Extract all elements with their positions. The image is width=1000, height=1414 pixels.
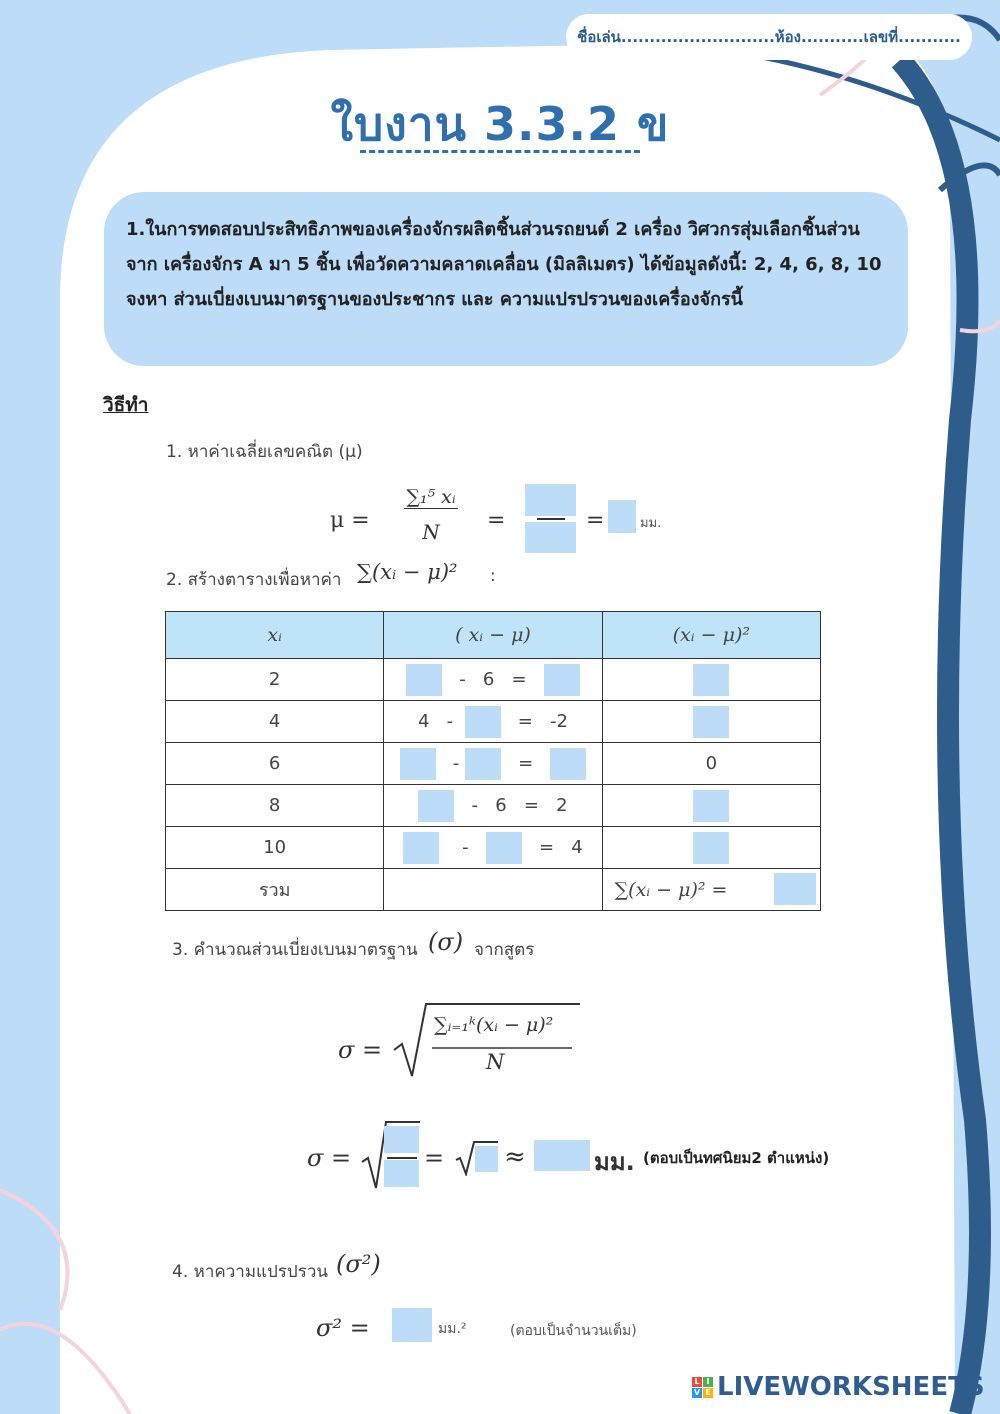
answer-box[interactable] (693, 790, 729, 822)
table-header-deviation: ( xᵢ − μ) (384, 612, 602, 659)
logo-letter: I (703, 1377, 713, 1387)
answer-box[interactable] (486, 832, 522, 864)
step-3-suffix: จากสูตร (474, 940, 535, 960)
equals-sign: = (487, 508, 506, 533)
answer-box[interactable] (403, 832, 439, 864)
answer-box[interactable] (550, 748, 586, 780)
variance-symbol: (σ²) (336, 1250, 381, 1278)
total-answer-box[interactable] (774, 873, 816, 905)
x-value: 4 (166, 701, 384, 743)
mu-fraction-numerator: ∑₁⁵ xᵢ (404, 486, 458, 509)
x-value: 10 (166, 827, 384, 869)
method-label: วิธีทำ (103, 394, 149, 416)
step-2-label: 2. สร้างตารางเพื่อหาค่า (166, 570, 342, 590)
mu-lhs: μ = (330, 508, 370, 533)
squared-cell (602, 827, 820, 869)
integer-note: (ตอบเป็นจำนวนเต็ม) (510, 1323, 637, 1339)
mean-answer-box[interactable] (608, 500, 636, 533)
equals-sign: = (538, 836, 555, 858)
sigma-formula-lhs: σ = (338, 1036, 383, 1064)
minus-sign: - (452, 752, 460, 774)
deviation-cell (384, 743, 602, 785)
equals-sign: = (424, 1144, 445, 1172)
minus-sign: - (471, 794, 479, 816)
table-header-x: xᵢ (166, 612, 384, 659)
answer-box[interactable] (465, 748, 501, 780)
variance-answer-box[interactable] (475, 1146, 498, 1172)
answer-box[interactable] (544, 664, 580, 696)
logo-mark (692, 1377, 713, 1398)
sigma-symbol: (σ) (428, 928, 464, 956)
deviation-table (165, 611, 821, 911)
sigma-calc-lhs: σ = (307, 1144, 352, 1172)
variance-lhs: σ² = (316, 1314, 370, 1342)
logo-letter: E (703, 1388, 713, 1398)
colon: : (490, 566, 496, 586)
value: -2 (549, 710, 568, 732)
title-underline (360, 150, 640, 153)
liveworksheets-logo (692, 1372, 985, 1402)
minus-sign: - (462, 836, 469, 858)
deviation-cell (384, 827, 602, 869)
minus-sign: - (459, 668, 466, 690)
equals-sign: = (511, 668, 527, 690)
logo-letter: V (693, 1388, 701, 1397)
step-3-label: 3. คำนวณส่วนเบี่ยงเบนมาตรฐาน (172, 940, 418, 960)
minus-sign: - (446, 710, 454, 732)
squared-cell (602, 659, 820, 701)
x-value: 2 (166, 659, 384, 701)
equals-sign: = (586, 508, 605, 533)
answer-box[interactable] (400, 748, 436, 780)
table-row (166, 659, 821, 701)
table-row (166, 701, 821, 743)
answer-box[interactable] (693, 664, 729, 696)
total-cell (602, 869, 820, 911)
unit-mm-squared: มม.² (438, 1321, 467, 1337)
equals-sign: = (518, 752, 534, 774)
fraction-bar (387, 1157, 417, 1159)
answer-box[interactable] (465, 706, 501, 738)
unit-mm: มม. (640, 516, 662, 531)
answer-box[interactable] (418, 790, 454, 822)
answer-box[interactable] (693, 832, 729, 864)
decimal-note: (ตอบเป็นทศนิยม2 ตำแหน่ง) (643, 1149, 830, 1167)
equals-sign: = (517, 710, 533, 732)
value: 4 (417, 710, 430, 732)
logo-letter: L (692, 1377, 702, 1387)
table-row (166, 827, 821, 869)
table-header-squared: (xᵢ − μ)² (602, 612, 820, 659)
mu-fraction-denominator: N (422, 520, 440, 544)
total-label: รวม (166, 869, 384, 911)
x-value: 6 (166, 743, 384, 785)
sigma-formula-numerator: ∑ᵢ₌₁ᵏ(xᵢ − μ)² (434, 1014, 554, 1036)
variance-final-answer-box[interactable] (392, 1308, 432, 1342)
std-dev-answer-box[interactable] (534, 1140, 590, 1171)
deviation-cell (384, 659, 602, 701)
deviation-cell (384, 701, 602, 743)
approx-sign: ≈ (504, 1142, 526, 1172)
step-4-label: 4. หาความแปรปรวน (172, 1262, 329, 1282)
answer-box[interactable] (693, 706, 729, 738)
unit-mm: มม. (594, 1148, 635, 1176)
sum-x-answer-box[interactable] (525, 484, 576, 516)
answer-box[interactable] (406, 664, 442, 696)
table-row (166, 785, 821, 827)
squared-cell: 0 (602, 743, 820, 785)
table-total-row (166, 869, 821, 911)
n-answer-box[interactable] (525, 522, 576, 553)
value: 4 (571, 836, 583, 858)
equals-sign: = (523, 794, 539, 816)
value: 6 (482, 668, 495, 690)
value: 6 (495, 794, 507, 816)
value: 2 (556, 794, 568, 816)
x-value: 8 (166, 785, 384, 827)
n-answer-box[interactable] (384, 1160, 419, 1187)
empty-cell (384, 869, 602, 911)
sigma-formula-denominator: N (486, 1050, 505, 1074)
table-row (166, 743, 821, 785)
logo-text: LIVEWORKSHEETS (717, 1372, 985, 1402)
total-formula: ∑(xᵢ − μ)² = (614, 878, 728, 901)
squared-cell (602, 701, 820, 743)
squared-cell (602, 785, 820, 827)
question-box: 1.ในการทดสอบประสิทธิภาพของเครื่องจักรผลิตชิ้นส่วนรถยนต์ 2 เครื่อง วิศวกรสุ่มเลือกชิ้นส่วนจาก เครื่องจักร A มา 5 ชิ้น เพื่อวัดความคลาดเคลื่อน (มิลลิเมตร) ได้ข้อมูลดังนี้: 2, 4, 6, 8, 10 จงหา ส่วนเบี่ยงเบนมาตรฐานของประชากร และ ความแปรปรวนของเครื่องจักรนี้ (104, 192, 908, 366)
sum-squares-answer-box[interactable] (384, 1126, 419, 1153)
worksheet-title: ใบงาน 3.3.2 ข (330, 97, 670, 151)
deviation-cell (384, 785, 602, 827)
student-info-line: ชื่อเล่น...........................ห้อง...........เลขที่........... (566, 14, 972, 60)
fraction-bar (537, 518, 565, 520)
sum-squares-formula: ∑(xᵢ − μ)² (357, 560, 458, 584)
step-1-label: 1. หาค่าเฉลี่ยเลขคณิต (μ) (166, 442, 363, 462)
